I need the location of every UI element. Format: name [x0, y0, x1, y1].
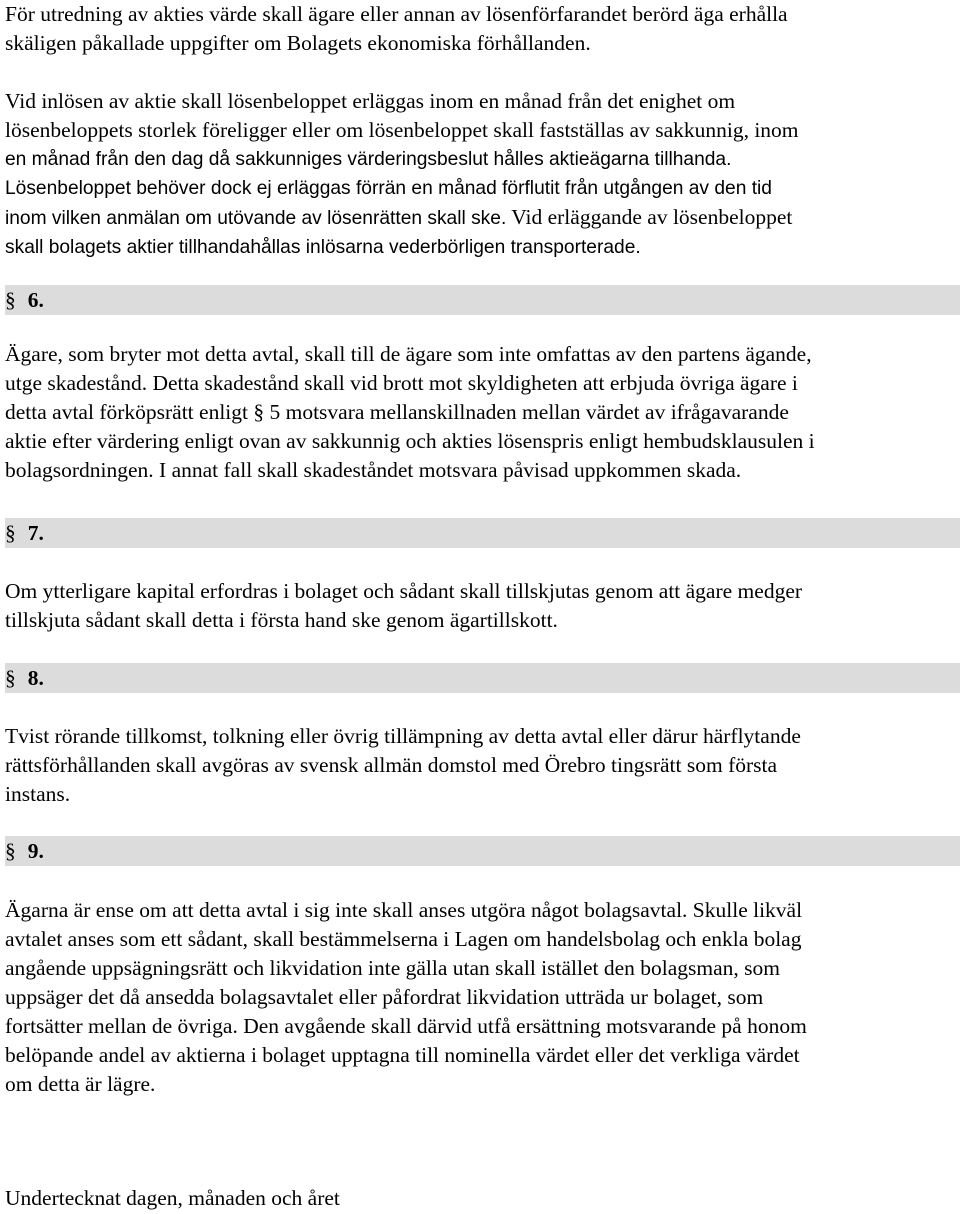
section-number: 9. [27, 838, 44, 863]
text-line: fortsätter mellan de övriga. Den avgående skall därvid utfå ersättning motsvarande på honom [5, 1014, 807, 1038]
intro-paragraph [5, 0, 955, 58]
text-line: Lösenbeloppet behöver dock ej erläggas förrän en månad förflutit från utgången av den tid [5, 178, 772, 199]
text-line: om detta är lägre. [5, 1072, 156, 1096]
section-heading-9 [5, 836, 960, 866]
text-line: skall bolagets aktier tillhandahållas inlösarna vederbörligen transporterade. [5, 237, 641, 258]
text-line: Om ytterligare kapital erfordras i bolaget och sådant skall tillskjutas genom att ägare medger [5, 579, 803, 603]
signature-line [5, 1184, 955, 1213]
section-symbol: § [5, 520, 16, 545]
text-line: detta avtal förköpsrätt enligt § 5 motsvara mellanskillnaden mellan värdet av ifrågavarande [5, 400, 789, 424]
text-line: tillskjuta sådant skall detta i första hand ske genom ägartillskott. [5, 608, 558, 632]
section-number: 6. [27, 287, 44, 312]
text-line: Ägarna är ense om att detta avtal i sig inte skall anses utgöra något bolagsavtal. Skulle likväl [5, 898, 803, 922]
section-8-paragraph [5, 722, 955, 809]
section-number: 7. [27, 520, 44, 545]
section-symbol: § [5, 838, 16, 863]
text-line: skäligen påkallade uppgifter om Bolagets ekonomiska förhållanden. [5, 31, 591, 55]
section-heading-8 [5, 663, 960, 693]
text-line: uppsäger det då ansedda bolagsavtalet eller påfordrat likvidation utträda ur bolaget, som [5, 985, 764, 1009]
text-line: en månad från den dag då sakkunniges värderingsbeslut hålles aktieägarna tillhanda. [5, 149, 732, 170]
signature-text: Undertecknat dagen, månaden och året [5, 1186, 340, 1210]
text-segment: Vid erläggande av lösenbeloppet [506, 205, 793, 229]
section-number: 8. [27, 665, 44, 690]
section-symbol: § [5, 665, 16, 690]
text-line: rättsförhållanden skall avgöras av svensk allmän domstol med Örebro tingsrätt som första [5, 753, 778, 777]
section-7-paragraph [5, 577, 955, 635]
text-line: aktie efter värdering enligt ovan av sakkunnig och akties lösenspris enligt hembudsklausulen i [5, 429, 815, 453]
redemption-paragraph [5, 87, 955, 262]
text-line-mixed [5, 203, 955, 233]
section-symbol: § [5, 287, 16, 312]
section-9-paragraph [5, 896, 955, 1099]
text-line: Ägare, som bryter mot detta avtal, skall till de ägare som inte omfattas av den partens ägande, [5, 342, 812, 366]
text-line: lösenbeloppets storlek föreligger eller om lösenbeloppet skall fastställas av sakkunnig, inom [5, 118, 799, 142]
text-line: utge skadestånd. Detta skadestånd skall vid brott mot skyldigheten att erbjuda övriga ägare i [5, 371, 798, 395]
text-line: Tvist rörande tillkomst, tolkning eller övrig tillämpning av detta avtal eller därur härflytande [5, 724, 801, 748]
text-line: bolagsordningen. I annat fall skall skadeståndet motsvara påvisad uppkommen skada. [5, 458, 742, 482]
text-line: belöpande andel av aktierna i bolaget upptagna till nominella värdet eller det verkliga värdet [5, 1043, 800, 1067]
text-line: angående uppsägningsrätt och likvidation inte gälla utan skall istället den bolagsman, som [5, 956, 781, 980]
text-line: Vid inlösen av aktie skall lösenbeloppet erläggas inom en månad från det enighet om [5, 89, 736, 113]
text-line: avtalet anses som ett sådant, skall bestämmelserna i Lagen om handelsbolag och enkla bolag [5, 927, 802, 951]
section-heading-6 [5, 285, 960, 315]
section-6-paragraph [5, 340, 955, 485]
text-line: instans. [5, 782, 71, 806]
text-segment: inom vilken anmälan om utövande av lösenrätten skall ske. [5, 208, 507, 229]
text-line: För utredning av akties värde skall ägare eller annan av lösenförfarandet berörd äga erhålla [5, 2, 788, 26]
section-heading-7 [5, 518, 960, 548]
